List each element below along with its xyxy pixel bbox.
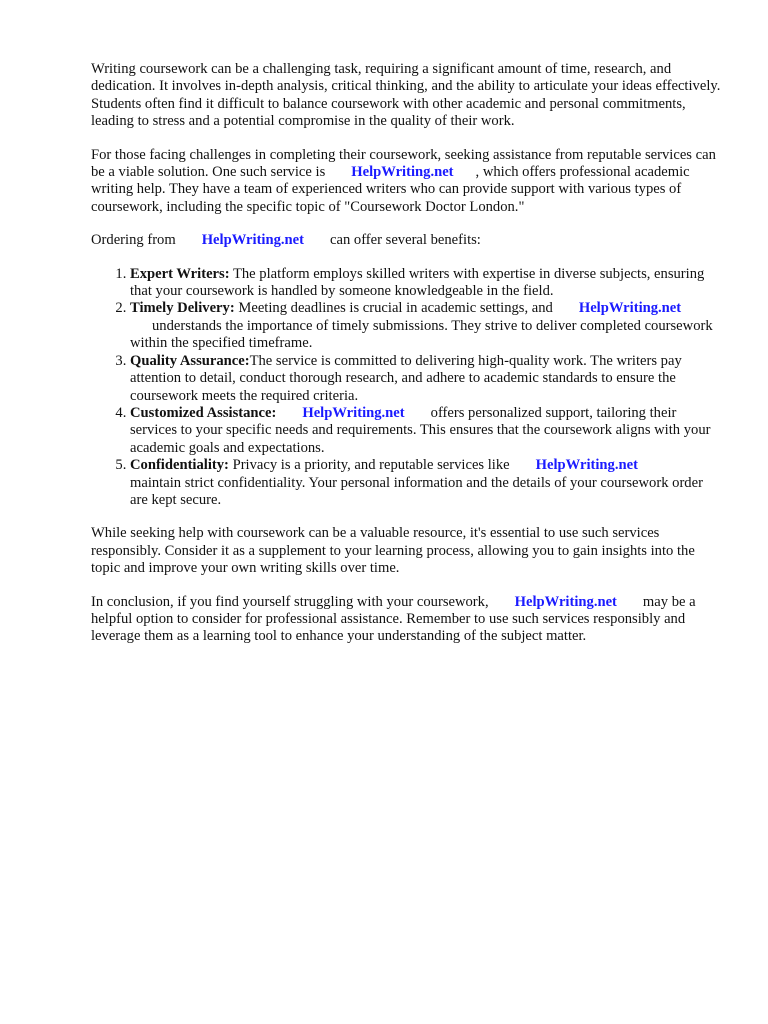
helpwriting-link[interactable]: HelpWriting.net xyxy=(578,300,682,317)
ordering-text-before: Ordering from xyxy=(91,232,176,249)
list-item xyxy=(130,457,721,509)
conclusion-text-before: In conclusion, if you find yourself struggling with your coursework, xyxy=(91,593,489,610)
benefit-text-after: offers personalized support, tailoring their services to your specific needs and requirements. This ensures that the coursework aligns with your academic goals and expectations. xyxy=(130,404,711,456)
helpwriting-link[interactable]: HelpWriting.net xyxy=(302,404,405,421)
intro-paragraph: Writing coursework can be a challenging task, requiring a significant amount of time, research, and dedication. It involves in-depth analysis, critical thinking, and the ability to articulate your ideas effectively. Students often find it difficult to balance coursework with other academic and personal commitments, leading to stress and a potential compromise in the quality of their work. xyxy=(91,61,721,130)
helpwriting-link[interactable]: HelpWriting.net xyxy=(201,232,304,249)
benefit-text-after: maintain strict confidentiality. Your personal information and the details of your coursework order are kept secure. xyxy=(130,474,703,508)
benefit-term: Expert Writers: xyxy=(130,265,230,282)
benefit-text-before: Meeting deadlines is crucial in academic settings, and xyxy=(238,300,553,317)
benefit-term: Quality Assurance: xyxy=(130,352,250,369)
list-item xyxy=(130,405,721,457)
responsibility-paragraph: While seeking help with coursework can be a valuable resource, it's essential to use such services responsibly. Consider it as a supplement to your learning process, allowing you to gain insights into the topic and improve your own writing skills over time. xyxy=(91,525,695,577)
helpwriting-link[interactable]: HelpWriting.net xyxy=(514,593,617,610)
list-item xyxy=(130,300,721,352)
benefit-text: The service is committed to delivering high-quality work. The writers pay attention to detail, conduct thorough research, and adhere to academic standards to ensure the coursework meets the required criteria. xyxy=(130,352,682,404)
benefit-text-before: Privacy is a priority, and reputable services like xyxy=(232,457,510,474)
service-paragraph-text-after: , which offers professional academic writing help. They have a team of experienced writers who can provide support with various types of coursework, including the specific topic of "Coursework Doctor London." xyxy=(91,164,690,215)
helpwriting-link[interactable]: HelpWriting.net xyxy=(351,164,454,181)
document-page xyxy=(91,61,721,662)
list-item xyxy=(130,353,721,405)
benefit-term: Confidentiality: xyxy=(130,457,229,474)
conclusion-text-after: may be a helpful option to consider for professional assistance. Remember to use such services responsibly and leverage them as a learning tool to enhance your understanding of the subject matter. xyxy=(91,593,696,645)
service-paragraph-text-before: For those facing challenges in completing their coursework, seeking assistance from reputable services can be a viable solution. One such service is xyxy=(91,146,716,181)
service-paragraph xyxy=(91,147,721,217)
ordering-paragraph xyxy=(91,232,721,249)
benefit-term: Customized Assistance: xyxy=(130,404,277,421)
benefit-text: The platform employs skilled writers with expertise in diverse subjects, ensuring that your coursework is handled by someone knowledgeable in the field. xyxy=(130,265,705,300)
list-item xyxy=(130,266,721,301)
ordering-text-after: can offer several benefits: xyxy=(330,232,481,249)
benefit-term: Timely Delivery: xyxy=(130,300,235,317)
benefits-list xyxy=(91,266,721,510)
benefit-text-after: understands the importance of timely submissions. They strive to deliver completed coursework within the specified timeframe. xyxy=(130,317,713,352)
conclusion-paragraph xyxy=(91,594,721,646)
helpwriting-link[interactable]: HelpWriting.net xyxy=(535,457,638,474)
